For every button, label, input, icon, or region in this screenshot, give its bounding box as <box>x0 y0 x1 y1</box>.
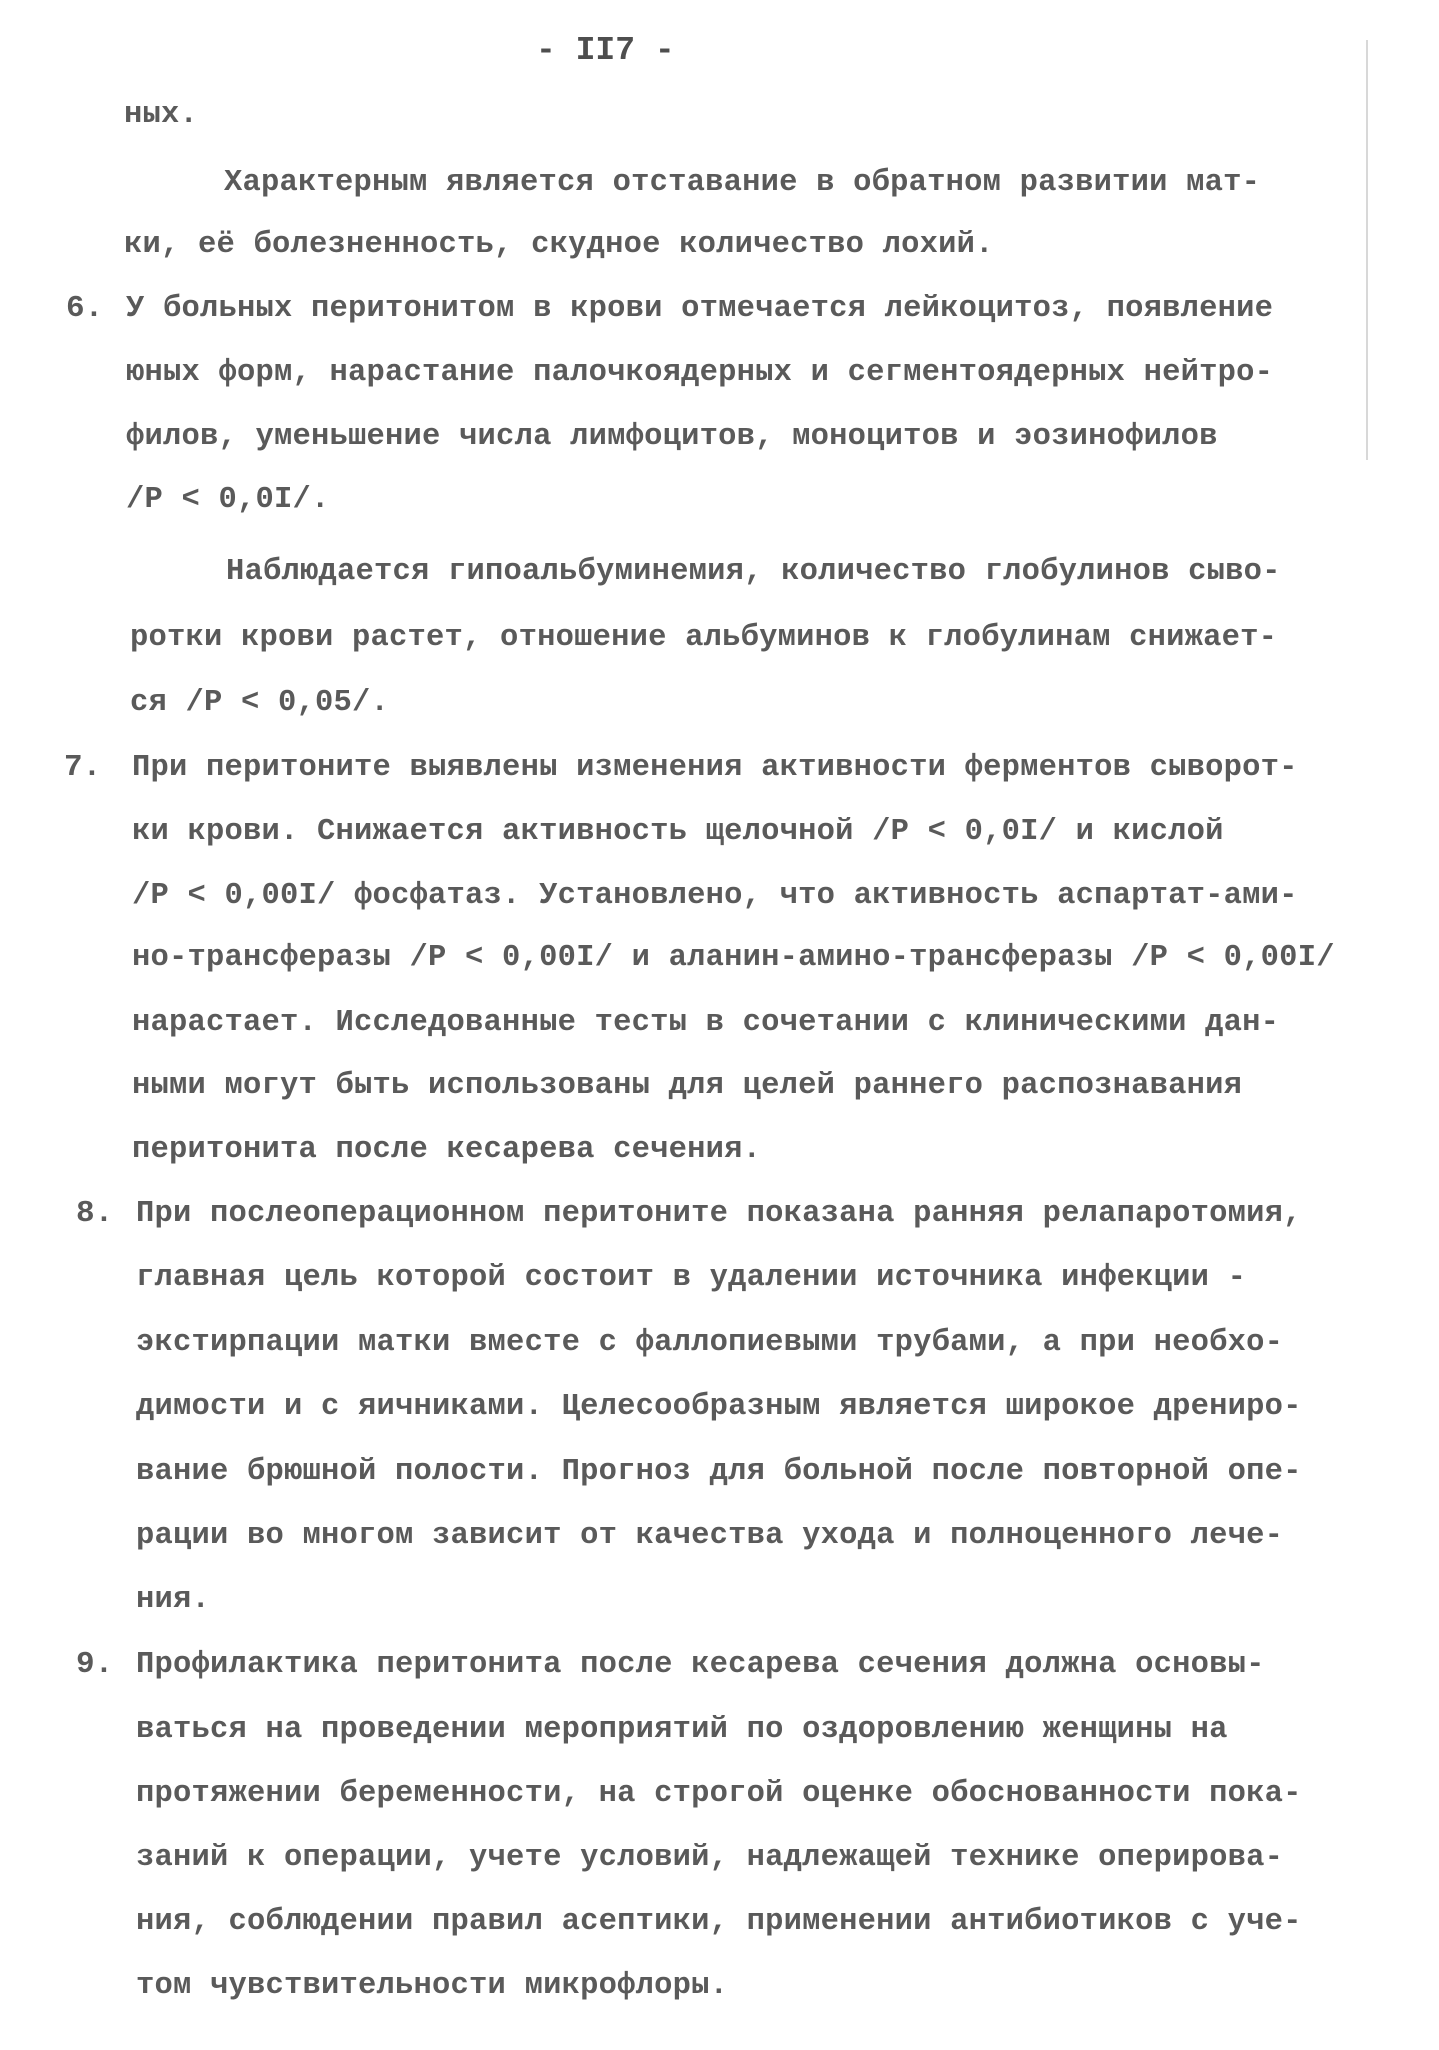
text-line: /Р < 0,00I/ фосфатаз. Установлено, что активность аспартат-ами- <box>132 879 1298 913</box>
text-line: ки, её болезненность, скудное количество лохий. <box>124 228 994 262</box>
text-line: ния, соблюдении правил асептики, применении антибиотиков с уче- <box>136 1905 1302 1939</box>
text-line: заний к операции, учете условий, надлежащей технике оперирова- <box>136 1841 1284 1875</box>
text-line: димости и с яичниками. Целесообразным является широкое дрениро- <box>136 1390 1302 1424</box>
item-number-8: 8. <box>76 1196 114 1231</box>
text-line: вание брюшной полости. Прогноз для больной после повторной опе- <box>136 1455 1302 1489</box>
text-line: главная цель которой состоит в удалении источника инфекции - <box>136 1261 1247 1295</box>
text-line: ния. <box>136 1583 211 1617</box>
item-number-7: 7. <box>64 750 102 785</box>
text-line: ваться на проведении мероприятий по оздоровлению женщины на <box>136 1713 1228 1747</box>
page-edge-line <box>1366 40 1368 460</box>
text-line: но-трансферазы /Р < 0,00I/ и аланин-амино-трансферазы /Р < 0,00I/ <box>132 941 1335 975</box>
page-number: - II7 - <box>536 32 675 69</box>
item-number-6: 6. <box>66 291 104 326</box>
item-number-9: 9. <box>76 1647 114 1682</box>
text-line: Характерным является отставание в обратном развитии мат- <box>224 166 1261 200</box>
text-line: ными могут быть использованы для целей раннего распознавания <box>132 1069 1243 1103</box>
text-line: экстирпации матки вместе с фаллопиевыми трубами, а при необхо- <box>136 1326 1284 1360</box>
text-line: ных. <box>124 98 199 132</box>
text-line: нарастает. Исследованные тесты в сочетании с клиническими дан- <box>132 1006 1280 1040</box>
text-line: протяжении беременности, на строгой оценке обоснованности пока- <box>136 1777 1302 1811</box>
text-line: Профилактика перитонита после кесарева сечения должна основы- <box>136 1648 1265 1682</box>
text-line: филов, уменьшение числа лимфоцитов, моноцитов и эозинофилов <box>126 420 1218 454</box>
text-line: Наблюдается гипоальбуминемия, количество глобулинов сыво- <box>226 555 1281 589</box>
text-line: При перитоните выявлены изменения активности ферментов сыворот- <box>132 751 1298 785</box>
text-line: ки крови. Снижается активность щелочной /Р < 0,0I/ и кислой <box>132 815 1224 849</box>
text-line: ротки крови растет, отношение альбуминов к глобулинам снижает- <box>130 621 1278 655</box>
text-line: /Р < 0,0I/. <box>126 483 330 517</box>
text-line: том чувствительности микрофлоры. <box>136 1969 729 2003</box>
text-line: перитонита после кесарева сечения. <box>132 1133 762 1167</box>
text-line: У больных перитонитом в крови отмечается лейкоцитоз, появление <box>126 292 1274 326</box>
text-line: рации во многом зависит от качества ухода и полноценного лече- <box>136 1519 1284 1553</box>
text-line: ся /Р < 0,05/. <box>130 686 390 720</box>
text-line: юных форм, нарастание палочкоядерных и сегментоядерных нейтро- <box>126 356 1274 390</box>
text-line: При послеоперационном перитоните показана ранняя релапаротомия, <box>136 1197 1302 1231</box>
